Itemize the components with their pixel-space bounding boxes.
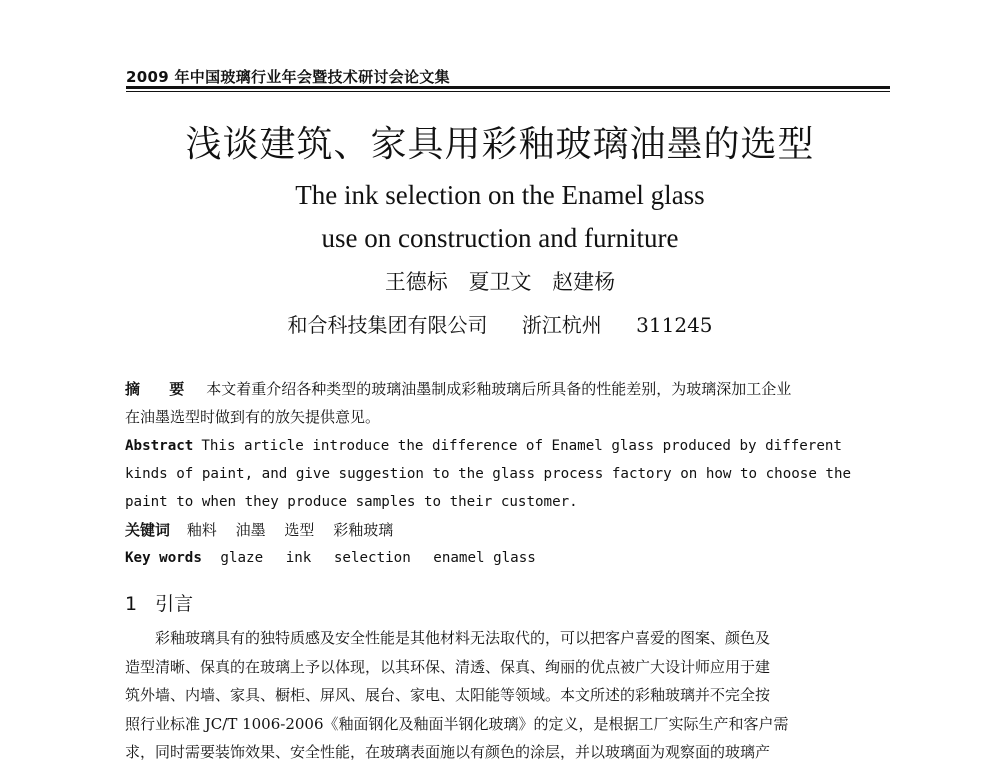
keyword-en: glaze [220, 550, 264, 566]
keyword-cn: 釉料 [186, 521, 217, 539]
keywords-en-label: Key words [125, 550, 202, 566]
author-name: 王德标 [384, 270, 448, 294]
section-title: 引言 [155, 593, 194, 615]
author-name: 赵建杨 [552, 270, 616, 294]
abstract-cn-line: 在油墨选型时做到有的放矢提供意见。 [125, 408, 381, 426]
keyword-en: selection [333, 550, 411, 566]
body-line: 求，同时需要装饰效果、安全性能，在玻璃表面施以有颜色的涂层，并以玻璃面为观察面的玻璃产 [125, 743, 771, 760]
paper-title-cn: 浅谈建筑、家具用彩釉玻璃油墨的选型 [185, 124, 815, 165]
keyword-en: enamel glass [433, 550, 536, 566]
body-line: 彩釉玻璃具有的独特质感及安全性能是其他材料无法取代的，可以把客户喜爱的图案、颜色及 [155, 629, 771, 647]
abstract-en-line: paint to when they produce samples to their customer. [125, 494, 578, 510]
body-line: 照行业标准 JC/T 1006-2006《釉面钢化及釉面半钢化玻璃》的定义，是根据工厂实际生产和客户需 [125, 714, 789, 733]
keywords-cn-label: 关键词 [125, 521, 171, 539]
running-header: 2009 年中国玻璃行业年会暨技术研讨会论文集 [126, 68, 450, 86]
keyword-cn: 彩釉玻璃 [333, 521, 394, 539]
section-number: 1 [125, 593, 138, 615]
section-heading [125, 589, 193, 616]
paper-title-en-line-2: use on construction and furniture [321, 223, 679, 253]
affiliation [0, 309, 1000, 338]
keyword-cn: 选型 [284, 521, 315, 539]
author-name: 夏卫文 [468, 270, 532, 294]
affiliation-postcode: 311245 [636, 313, 713, 337]
abstract-cn-label: 摘 要 [125, 380, 197, 398]
body-paragraph [125, 624, 893, 760]
abstract-en-label: Abstract [125, 438, 194, 454]
keywords-cn [125, 516, 893, 544]
header-rule-thin [126, 91, 890, 92]
affiliation-city: 浙江杭州 [521, 313, 602, 337]
keyword-en: ink [285, 550, 312, 566]
keyword-cn: 油墨 [235, 521, 266, 539]
abstract-cn-line: 本文着重介绍各种类型的玻璃油墨制成彩釉玻璃后所具备的性能差别，为玻璃深加工企业 [206, 380, 792, 398]
abstract-en-line: kinds of paint, and give suggestion to the glass process factory on how to choose the [125, 466, 852, 482]
abstract-en-line: This article introduce the difference of Enamel glass produced by different [201, 438, 842, 454]
author-list [0, 266, 1000, 296]
body-line: 筑外墙、内墙、家具、橱柜、屏风、展台、家电、太阳能等领域。本文所述的彩釉玻璃并不完全按 [125, 686, 771, 704]
abstract-cn [125, 375, 893, 431]
header-rule [126, 86, 890, 89]
body-line: 造型清晰、保真的在玻璃上予以体现，以其环保、清透、保真、绚丽的优点被广大设计师应用于建 [125, 657, 771, 676]
abstract-en [125, 432, 893, 516]
affiliation-org: 和合科技集团有限公司 [287, 313, 488, 337]
keywords-en [125, 544, 893, 572]
paper-title-en-line-1: The ink selection on the Enamel glass [295, 180, 705, 210]
